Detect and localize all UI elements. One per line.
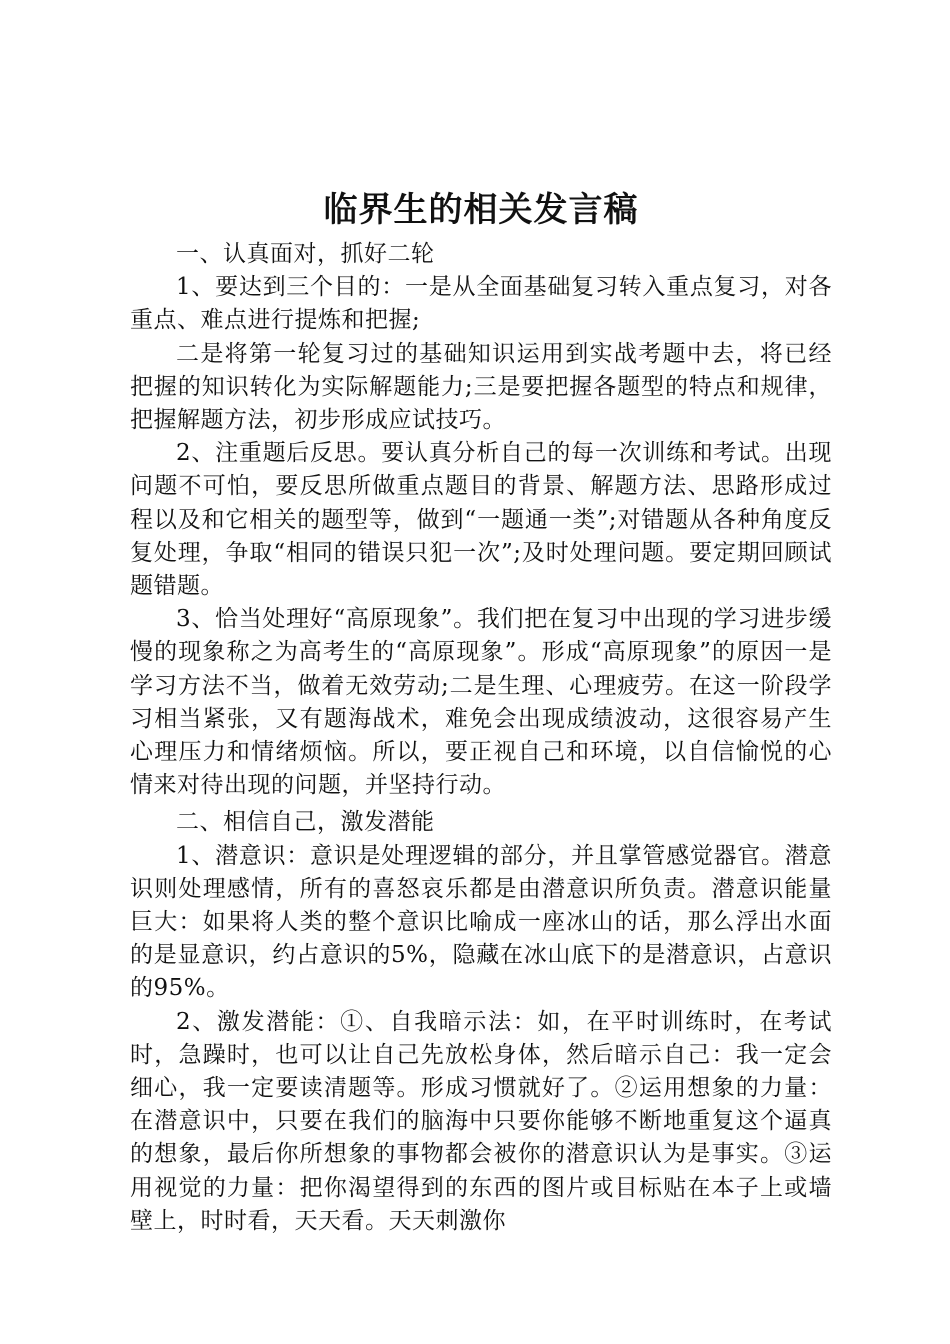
paragraph: 1、潜意识：意识是处理逻辑的部分，并且掌管感觉器官。潜意识则处理感情，所有的喜怒哀乐都是由潜意识所负责。潜意识能量巨大：如果将人类的整个意识比喻成一座冰山的话，那么浮出水面的是显意识，约占意识的5%，隐藏在冰山底下的是潜意识，占意识的95%。 xyxy=(130,842,832,1002)
paragraph: 二是将第一轮复习过的基础知识运用到实战考题中去，将已经把握的知识转化为实际解题能力;三是要把握各题型的特点和规律，把握解题方法，初步形成应试技巧。 xyxy=(130,340,832,434)
paragraph: 1、要达到三个目的：一是从全面基础复习转入重点复习，对各重点、难点进行提炼和把握; xyxy=(130,274,832,334)
paragraph: 2、注重题后反思。要认真分析自己的每一次训练和考试。出现问题不可怕，要反思所做重点题目的背景、解题方法、思路形成过程以及和它相关的题型等，做到“一题通一类”;对错题从各种角度反复处理，争取“相同的错误只犯一次”;及时处理问题。要定期回顾试题错题。 xyxy=(130,440,832,600)
section-heading-2: 二、相信自己，激发潜能 xyxy=(176,809,435,836)
section-heading-1: 一、认真面对，抓好二轮 xyxy=(176,241,435,267)
document-title: 临界生的相关发言稿 xyxy=(323,190,639,230)
paragraph: 2、激发潜能：①、自我暗示法：如，在平时训练时，在考试时，急躁时，也可以让自己先放松身体，然后暗示自己：我一定会细心，我一定要读清题等。形成习惯就好了。②运用想象的力量：在潜意识中，只要在我们的脑海中只要你能够不断地重复这个逼真的想象，最后你所想象的事物都会被你的潜意识认为是事实。③运用视觉的力量：把你渴望得到的东西的图片或目标贴在本子上或墙壁上，时时看，天天看。天天刺激你 xyxy=(130,1008,832,1234)
document-page xyxy=(130,184,832,1238)
paragraph: 3、恰当处理好“高原现象”。我们把在复习中出现的学习进步缓慢的现象称之为高考生的“高原现象”。形成“高原现象”的原因一是学习方法不当，做着无效劳动;二是生理、心理疲劳。在这一阶段学习相当紧张，又有题海战术，难免会出现成绩波动，这很容易产生心理压力和情绪烦恼。所以，要正视自己和环境，以自信愉悦的心情来对待出现的问题，并坚持行动。 xyxy=(130,606,832,799)
